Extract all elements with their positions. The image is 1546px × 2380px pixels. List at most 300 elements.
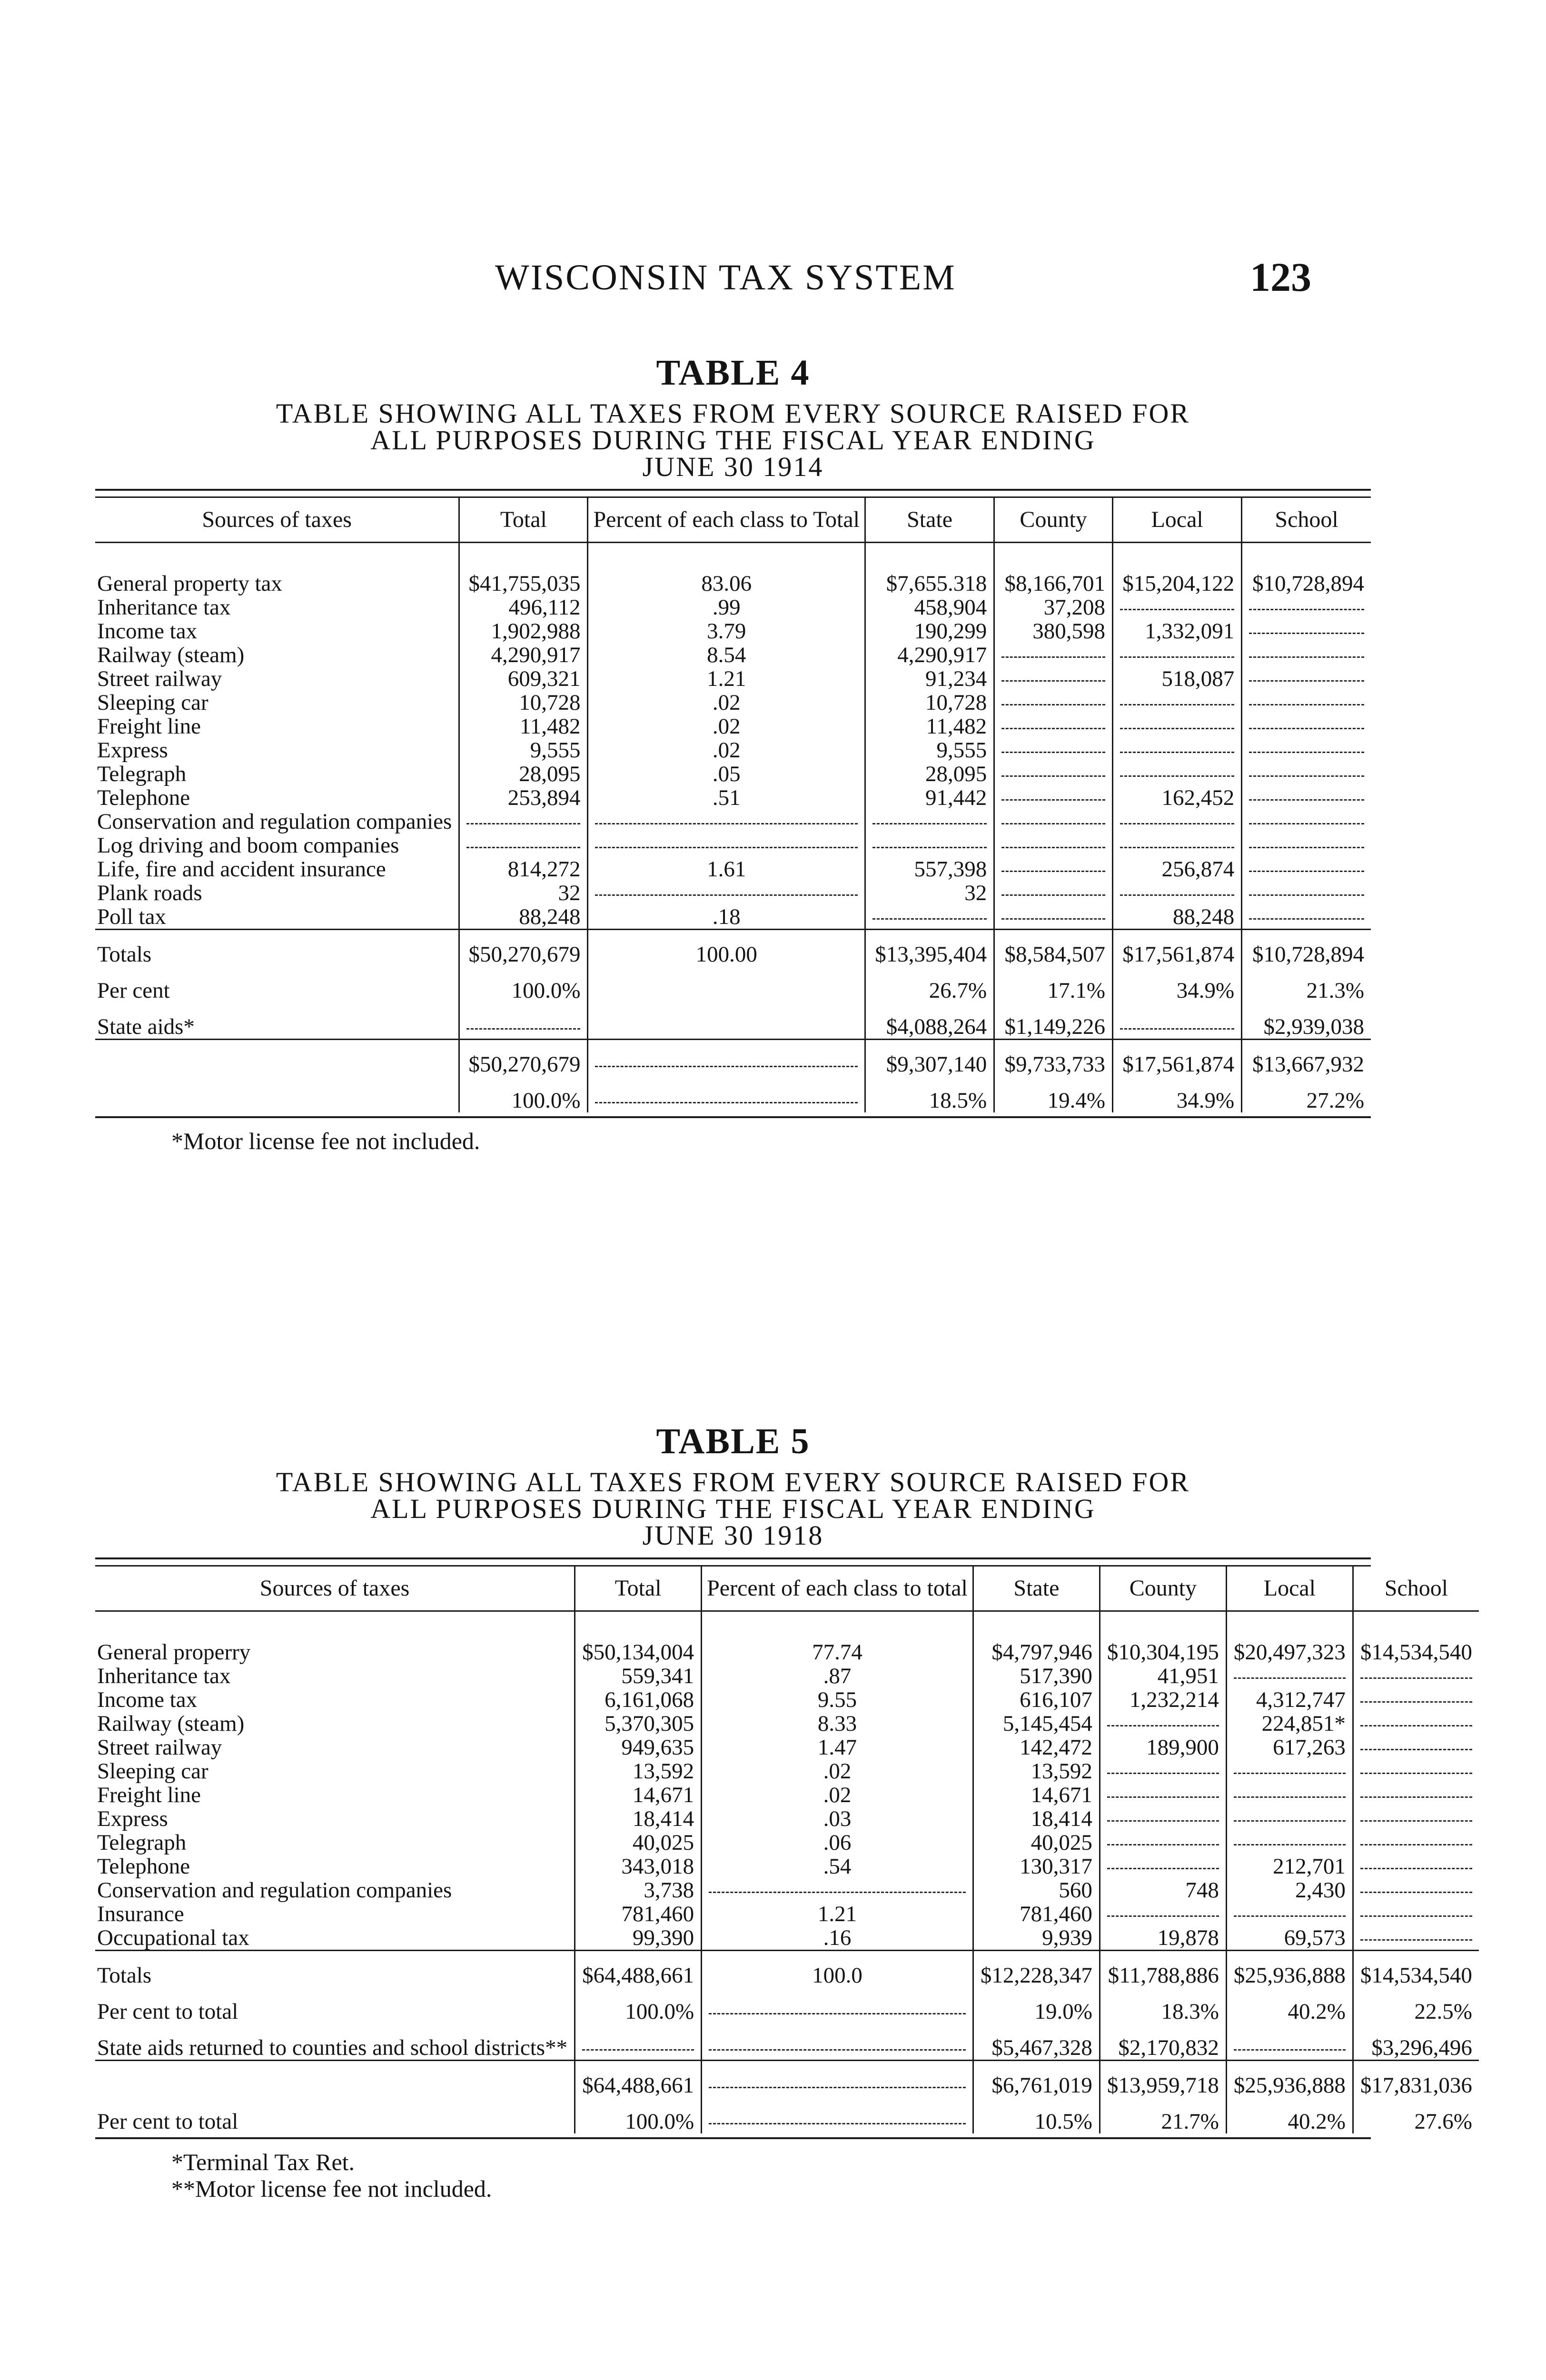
value-cell (1353, 1854, 1479, 1878)
value-cell (1242, 810, 1371, 833)
dash-leader (1120, 894, 1234, 896)
value-cell (588, 810, 865, 833)
value-cell: 22.5% (1353, 1987, 1479, 2023)
dash-leader (1234, 1796, 1346, 1798)
dash-leader (1360, 1773, 1472, 1774)
value-cell: 13,592 (973, 1759, 1100, 1783)
table-row (95, 833, 1371, 857)
value-cell: $25,936,888 (1226, 1951, 1353, 1988)
value-cell: $3,296,496 (1353, 2023, 1479, 2061)
value-cell: 3.79 (588, 619, 865, 643)
value-cell: 100.0% (575, 1987, 702, 2023)
column-header: Local (1226, 1567, 1353, 1611)
bottom-rule (95, 2137, 1371, 2139)
source-cell: State aids* (97, 1014, 195, 1039)
dash-leader (1120, 704, 1234, 705)
dash-leader (1360, 1725, 1472, 1726)
value-cell (1242, 595, 1371, 619)
value-cell: 1.47 (702, 1735, 973, 1759)
dash-leader (1249, 633, 1364, 634)
value-cell: $13,959,718 (1100, 2061, 1226, 2098)
value-cell: 100.0% (459, 966, 588, 1002)
dash-leader (595, 1102, 858, 1103)
value-cell: 88,248 (459, 905, 588, 930)
value-cell: $41,755,035 (459, 572, 588, 595)
column-header: State (865, 498, 994, 543)
source-cell: Telephone (97, 1854, 190, 1879)
footnotes (171, 1128, 1371, 1154)
value-cell (1113, 833, 1242, 857)
column-header: Total (459, 498, 588, 543)
source-cell: General properry (97, 1640, 251, 1665)
value-cell: 617,263 (1226, 1735, 1353, 1759)
value-cell: 8.54 (588, 643, 865, 667)
caption-line: TABLE SHOWING ALL TAXES FROM EVERY SOURCE RAISED FOR (276, 398, 1190, 429)
dash-leader (1120, 823, 1234, 824)
dash-leader (1249, 728, 1364, 729)
value-cell (588, 833, 865, 857)
source-cell: Conservation and regulation companies (97, 1878, 452, 1903)
running-header: WISCONSIN TAX SYSTEM (495, 258, 956, 298)
dash-leader (466, 847, 580, 848)
caption-line: JUNE 30 1914 (642, 451, 824, 482)
value-cell (702, 2061, 973, 2098)
spacer-cell (1242, 543, 1371, 572)
value-cell: 9,939 (973, 1926, 1100, 1951)
value-cell (1100, 1712, 1226, 1735)
dash-leader (1249, 823, 1364, 824)
spacer-row (95, 1611, 1479, 1641)
value-cell: .51 (588, 786, 865, 810)
value-cell: .02 (702, 1783, 973, 1807)
page-number: 123 (1250, 254, 1311, 300)
column-header: School (1353, 1567, 1479, 1611)
value-cell: 11,482 (865, 714, 994, 738)
value-cell (1242, 714, 1371, 738)
source-cell: Street railway (97, 1735, 222, 1760)
value-cell (1100, 1807, 1226, 1831)
column-header: Local (1113, 498, 1242, 543)
table-row (95, 1640, 1479, 1664)
value-cell (994, 833, 1113, 857)
value-cell (575, 2023, 702, 2061)
source-cell: Freight line (97, 714, 201, 739)
value-cell: 17.1% (994, 966, 1113, 1002)
value-cell: .87 (702, 1664, 973, 1688)
value-cell: $50,270,679 (459, 1040, 588, 1077)
value-cell (702, 1878, 973, 1902)
value-cell: 28,095 (865, 762, 994, 786)
table-row (95, 1664, 1479, 1688)
value-cell: 32 (865, 881, 994, 905)
table-row (95, 572, 1371, 595)
value-cell: $13,667,932 (1242, 1040, 1371, 1077)
source-cell: Inheritance tax (97, 595, 231, 620)
header-row (95, 498, 1371, 543)
dash-leader (1107, 1915, 1219, 1917)
table-row (95, 786, 1371, 810)
value-cell (994, 905, 1113, 930)
value-cell: .02 (702, 1759, 973, 1783)
column-header: Total (575, 1567, 702, 1611)
value-cell (588, 966, 865, 1002)
value-cell: 83.06 (588, 572, 865, 595)
value-cell: 99,390 (575, 1926, 702, 1951)
value-cell: 9.55 (702, 1688, 973, 1712)
value-cell: 190,299 (865, 619, 994, 643)
value-cell: 814,272 (459, 857, 588, 881)
spacer-cell (1100, 1611, 1226, 1641)
value-cell: 142,472 (973, 1735, 1100, 1759)
source-cell: Railway (steam) (97, 1711, 245, 1736)
dash-leader (1234, 1915, 1346, 1917)
dash-leader (1107, 1796, 1219, 1798)
dash-leader (1249, 918, 1364, 920)
value-cell (1100, 1783, 1226, 1807)
table-row (95, 738, 1371, 762)
dash-leader (709, 2123, 966, 2124)
source-cell: Poll tax (97, 904, 166, 929)
value-cell: $17,561,874 (1113, 930, 1242, 967)
value-cell: 40,025 (973, 1831, 1100, 1854)
table-row (95, 966, 1371, 1002)
table-body (95, 1611, 1479, 2134)
dash-leader (1001, 847, 1105, 848)
value-cell: .02 (588, 714, 865, 738)
value-cell (1242, 691, 1371, 714)
column-header: Percent of each class to Total (588, 498, 865, 543)
table-row (95, 881, 1371, 905)
value-cell: 560 (973, 1878, 1100, 1902)
spacer-cell (95, 543, 459, 572)
value-cell: $12,228,347 (973, 1951, 1100, 1988)
source-cell: Per cent to total (97, 2109, 238, 2134)
dash-leader (1249, 775, 1364, 777)
value-cell (1113, 881, 1242, 905)
value-cell: $8,584,507 (994, 930, 1113, 967)
value-cell: $64,488,661 (575, 1951, 702, 1988)
source-cell: Insurance (97, 1902, 184, 1926)
value-cell: 77.74 (702, 1640, 973, 1664)
source-cell: Totals (95, 1951, 575, 1988)
spacer-cell (865, 543, 994, 572)
dash-leader (1360, 1820, 1472, 1822)
value-cell: 18.5% (865, 1076, 994, 1112)
value-cell (994, 881, 1113, 905)
value-cell: 949,635 (575, 1735, 702, 1759)
value-cell: 18.3% (1100, 1987, 1226, 2023)
column-header: State (973, 1567, 1100, 1611)
value-cell (1226, 2023, 1353, 2061)
dash-leader (872, 918, 987, 920)
value-cell (1113, 643, 1242, 667)
table-row (95, 1076, 1371, 1112)
value-cell: 1,232,214 (1100, 1688, 1226, 1712)
column-header: Sources of taxes (95, 1567, 575, 1611)
value-cell (1242, 762, 1371, 786)
value-cell: 4,290,917 (459, 643, 588, 667)
dash-leader (466, 1028, 580, 1030)
dash-leader (1120, 656, 1234, 658)
value-cell: 517,390 (973, 1664, 1100, 1688)
dash-leader (466, 823, 580, 824)
value-cell: 19,878 (1100, 1926, 1226, 1951)
value-cell (702, 2023, 973, 2061)
source-cell: Railway (steam) (97, 643, 245, 667)
dash-leader (1001, 823, 1105, 824)
spacer-cell (702, 1611, 973, 1641)
dash-leader (582, 2049, 694, 2051)
dash-leader (1120, 775, 1234, 777)
spacer-cell (994, 543, 1113, 572)
dash-leader (1360, 1796, 1472, 1798)
table-row (95, 1878, 1479, 1902)
column-header: School (1242, 498, 1371, 543)
value-cell (994, 786, 1113, 810)
dash-leader (595, 1066, 858, 1067)
value-cell: 14,671 (575, 1783, 702, 1807)
dash-leader (709, 2049, 966, 2051)
dash-leader (1249, 680, 1364, 682)
value-cell: $64,488,661 (575, 2061, 702, 2098)
table-row (95, 714, 1371, 738)
dash-leader (1360, 1868, 1472, 1869)
source-cell: Sleeping car (97, 690, 208, 715)
value-cell: $10,728,894 (1242, 930, 1371, 967)
value-cell: $15,204,122 (1113, 572, 1242, 595)
value-cell: $1,149,226 (994, 1002, 1113, 1040)
value-cell: $10,304,195 (1100, 1640, 1226, 1664)
source-cell: Life, fire and accident insurance (97, 857, 386, 882)
value-cell (1100, 1854, 1226, 1878)
dash-leader (1120, 1028, 1234, 1030)
value-cell: $6,761,019 (973, 2061, 1100, 2098)
dash-leader (1120, 728, 1234, 729)
spacer-cell (973, 1611, 1100, 1641)
dash-leader (1234, 1844, 1346, 1845)
dash-leader (709, 2087, 966, 2088)
spacer-cell (1226, 1611, 1353, 1641)
header-rule (95, 1557, 1371, 1567)
dash-leader (1107, 1868, 1219, 1869)
value-cell (1113, 762, 1242, 786)
dash-leader (1249, 656, 1364, 658)
dash-leader (1001, 871, 1105, 872)
value-cell (994, 667, 1113, 691)
table-row (95, 1987, 1479, 2023)
table-caption (95, 400, 1371, 480)
value-cell: 32 (459, 881, 588, 905)
value-cell: 781,460 (973, 1902, 1100, 1926)
value-cell (1353, 1902, 1479, 1926)
value-cell: 8.33 (702, 1712, 973, 1735)
value-cell (865, 833, 994, 857)
spacer-cell (1113, 543, 1242, 572)
value-cell: $17,831,036 (1353, 2061, 1479, 2098)
value-cell: 14,671 (973, 1783, 1100, 1807)
value-cell: 26.7% (865, 966, 994, 1002)
dash-leader (1120, 609, 1234, 610)
value-cell: 88,248 (1113, 905, 1242, 930)
value-cell (1353, 1712, 1479, 1735)
value-cell (1100, 1902, 1226, 1926)
value-cell: $4,797,946 (973, 1640, 1100, 1664)
dash-leader (1360, 1677, 1472, 1679)
footnote: *Motor license fee not included. (171, 1128, 480, 1154)
dash-leader (872, 823, 987, 824)
source-cell: Express (97, 738, 168, 763)
value-cell: 69,573 (1226, 1926, 1353, 1951)
value-cell (1242, 667, 1371, 691)
dash-leader (1234, 2049, 1346, 2051)
dash-leader (1234, 1820, 1346, 1822)
column-header: County (1100, 1567, 1226, 1611)
value-cell: $14,534,540 (1353, 1640, 1479, 1664)
value-cell (1226, 1759, 1353, 1783)
table-row (95, 1712, 1479, 1735)
value-cell: $13,395,404 (865, 930, 994, 967)
value-cell (1226, 1807, 1353, 1831)
value-cell: 496,112 (459, 595, 588, 619)
value-cell (588, 1040, 865, 1077)
value-cell: $2,170,832 (1100, 2023, 1226, 2061)
source-cell (95, 2061, 575, 2098)
value-cell (1113, 738, 1242, 762)
dash-leader (595, 847, 858, 848)
value-cell (1353, 1878, 1479, 1902)
value-cell: 21.7% (1100, 2097, 1226, 2133)
value-cell (459, 1002, 588, 1040)
source-cell: Income tax (97, 1687, 198, 1712)
table-row (95, 1831, 1479, 1854)
value-cell (1113, 1002, 1242, 1040)
value-cell: .02 (588, 738, 865, 762)
value-cell: 557,398 (865, 857, 994, 881)
value-cell: 1.61 (588, 857, 865, 881)
value-cell: 40,025 (575, 1831, 702, 1854)
value-cell: $5,467,328 (973, 2023, 1100, 2061)
value-cell: 34.9% (1113, 1076, 1242, 1112)
value-cell: 559,341 (575, 1664, 702, 1688)
value-cell: 3,738 (575, 1878, 702, 1902)
dash-leader (872, 847, 987, 848)
value-cell: 781,460 (575, 1902, 702, 1926)
value-cell: $7,655.318 (865, 572, 994, 595)
value-cell (1226, 1664, 1353, 1688)
source-cell (95, 1040, 459, 1077)
value-cell (1226, 1902, 1353, 1926)
table-label: TABLE 4 (656, 353, 810, 393)
caption-line: TABLE SHOWING ALL TAXES FROM EVERY SOURCE RAISED FOR (276, 1467, 1190, 1497)
table-row (95, 810, 1371, 833)
value-cell: 6,161,068 (575, 1688, 702, 1712)
source-cell: Freight line (97, 1783, 201, 1807)
dash-leader (595, 894, 858, 896)
dash-leader (709, 2013, 966, 2014)
value-cell (1113, 810, 1242, 833)
table-row (95, 1759, 1479, 1783)
value-cell (459, 810, 588, 833)
value-cell: $14,534,540 (1353, 1951, 1479, 1988)
value-cell (1353, 1735, 1479, 1759)
value-cell (994, 762, 1113, 786)
value-cell: 380,598 (994, 619, 1113, 643)
source-cell: Telephone (97, 785, 190, 810)
value-cell: 5,145,454 (973, 1712, 1100, 1735)
value-cell: .16 (702, 1926, 973, 1951)
dash-leader (1360, 1749, 1472, 1750)
value-cell (1353, 1807, 1479, 1831)
table-row (95, 691, 1371, 714)
dash-leader (1001, 656, 1105, 658)
source-cell: Sleeping car (97, 1759, 208, 1784)
value-cell: 13,592 (575, 1759, 702, 1783)
value-cell: 130,317 (973, 1854, 1100, 1878)
dash-leader (1234, 1773, 1346, 1774)
value-cell: .02 (588, 691, 865, 714)
source-cell: Totals (95, 930, 459, 967)
table-row (95, 1735, 1479, 1759)
value-cell: 27.6% (1353, 2097, 1479, 2133)
value-cell: $9,733,733 (994, 1040, 1113, 1077)
value-cell: .99 (588, 595, 865, 619)
dash-leader (1001, 894, 1105, 896)
value-cell: 9,555 (459, 738, 588, 762)
table-head (95, 498, 1371, 543)
column-header: Percent of each class to total (702, 1567, 973, 1611)
dash-leader (1249, 799, 1364, 801)
value-cell (994, 857, 1113, 881)
value-cell: 91,442 (865, 786, 994, 810)
caption-line: ALL PURPOSES DURING THE FISCAL YEAR ENDING (370, 1493, 1096, 1524)
value-cell: 1,332,091 (1113, 619, 1242, 643)
value-cell: 224,851* (1226, 1712, 1353, 1735)
dash-leader (1249, 609, 1364, 610)
header-row (95, 1567, 1479, 1611)
table-row (95, 643, 1371, 667)
value-cell: $50,270,679 (459, 930, 588, 967)
table-row (95, 857, 1371, 881)
spacer-row (95, 543, 1371, 572)
dash-leader (1001, 704, 1105, 705)
value-cell (865, 810, 994, 833)
value-cell (702, 1987, 973, 2023)
value-cell (588, 1076, 865, 1112)
table-head (95, 1567, 1479, 1611)
dash-leader (1107, 1844, 1219, 1845)
dash-leader (1001, 775, 1105, 777)
value-cell: 1.21 (588, 667, 865, 691)
value-cell: 10,728 (459, 691, 588, 714)
table-row (95, 1002, 1371, 1040)
table-row (95, 1688, 1479, 1712)
source-cell: Telegraph (97, 762, 187, 786)
value-cell: $10,728,894 (1242, 572, 1371, 595)
value-cell: 91,234 (865, 667, 994, 691)
value-cell (588, 1002, 865, 1040)
source-cell: General property tax (97, 571, 282, 596)
value-cell: $25,936,888 (1226, 2061, 1353, 2098)
value-cell: 616,107 (973, 1688, 1100, 1712)
value-cell (994, 714, 1113, 738)
dash-leader (1360, 1915, 1472, 1917)
table-5-block (95, 1421, 1472, 2202)
value-cell: $9,307,140 (865, 1040, 994, 1077)
value-cell (1226, 1783, 1353, 1807)
value-cell (1242, 786, 1371, 810)
spacer-cell (588, 543, 865, 572)
table-4-block (95, 352, 1371, 1154)
